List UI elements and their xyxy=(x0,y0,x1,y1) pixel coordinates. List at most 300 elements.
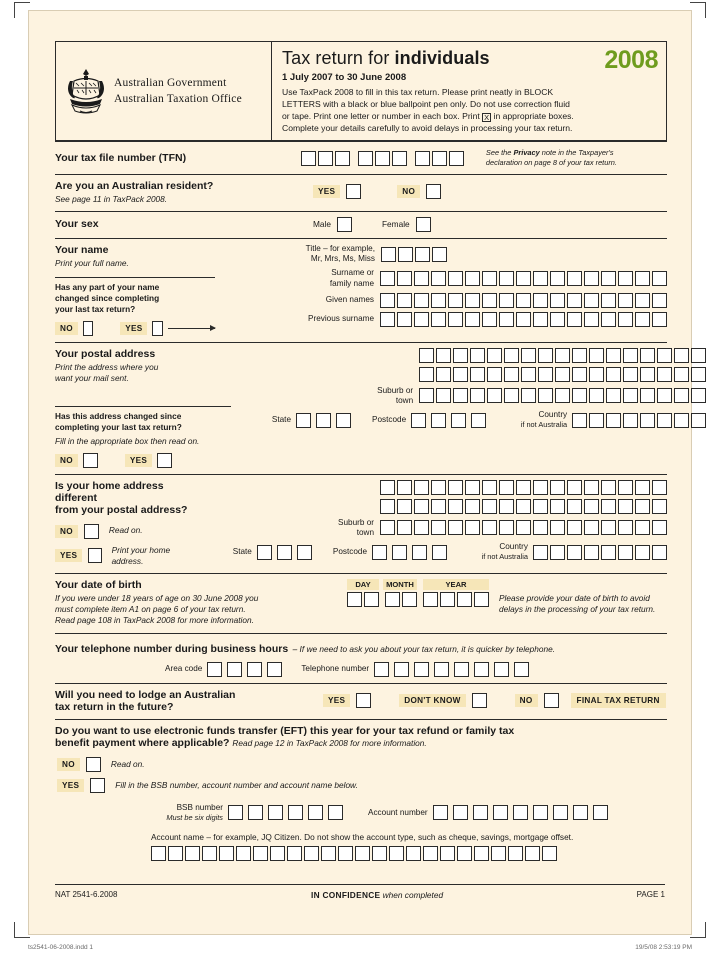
account-name-box[interactable] xyxy=(440,846,455,861)
tfn-input-boxes[interactable] xyxy=(301,151,464,166)
home-suburb-box[interactable] xyxy=(465,520,480,535)
given-box[interactable] xyxy=(601,293,616,308)
account-number-box[interactable] xyxy=(553,805,568,820)
account-name-box[interactable] xyxy=(219,846,234,861)
postal-suburb-box[interactable] xyxy=(606,388,621,403)
previous-surname-input-boxes[interactable] xyxy=(380,312,667,327)
surname-box[interactable] xyxy=(618,271,633,286)
given-box[interactable] xyxy=(652,293,667,308)
account-number-box[interactable] xyxy=(453,805,468,820)
home-line2-box[interactable] xyxy=(516,499,531,514)
previous-surname-box[interactable] xyxy=(465,312,480,327)
home-state-box[interactable] xyxy=(297,545,312,560)
title-box[interactable] xyxy=(432,247,447,262)
postal-suburb-box[interactable] xyxy=(419,388,434,403)
home-line1-boxes[interactable] xyxy=(192,480,667,495)
postal-line2-box[interactable] xyxy=(674,367,689,382)
home-line1-box[interactable] xyxy=(499,480,514,495)
given-box[interactable] xyxy=(448,293,463,308)
postal-suburb-box[interactable] xyxy=(504,388,519,403)
home-line2-box[interactable] xyxy=(533,499,548,514)
home-state-box[interactable] xyxy=(257,545,272,560)
given-box[interactable] xyxy=(533,293,548,308)
home-line2-box[interactable] xyxy=(414,499,429,514)
home-line2-box[interactable] xyxy=(584,499,599,514)
postal-line1-box[interactable] xyxy=(453,348,468,363)
home-suburb-box[interactable] xyxy=(448,520,463,535)
postal-suburb-box[interactable] xyxy=(691,388,706,403)
given-box[interactable] xyxy=(482,293,497,308)
home-suburb-boxes[interactable] xyxy=(380,520,667,535)
postal-postcode-box[interactable] xyxy=(471,413,486,428)
account-name-label: Account name – for example, JQ Citizen. Do not show the account type, such as cheque, savings, mortgage offset. xyxy=(151,831,574,842)
postal-line2-box[interactable] xyxy=(470,367,485,382)
postal-country-boxes[interactable] xyxy=(572,413,706,428)
postal-suburb-box[interactable] xyxy=(470,388,485,403)
postal-suburb-box[interactable] xyxy=(521,388,536,403)
given-box[interactable] xyxy=(584,293,599,308)
future-yes-checkbox[interactable] xyxy=(356,693,371,708)
home-suburb-box[interactable] xyxy=(550,520,565,535)
home-no-checkbox[interactable] xyxy=(84,524,99,539)
given-box[interactable] xyxy=(397,293,412,308)
account-number-box[interactable] xyxy=(513,805,528,820)
account-name-box[interactable] xyxy=(304,846,319,861)
given-box[interactable] xyxy=(516,293,531,308)
postal-change-yes-checkbox[interactable] xyxy=(157,453,172,468)
account-number-box[interactable] xyxy=(433,805,448,820)
home-suburb-box[interactable] xyxy=(601,520,616,535)
given-box[interactable] xyxy=(380,293,395,308)
previous-surname-box[interactable] xyxy=(482,312,497,327)
tfn-box[interactable] xyxy=(301,151,316,166)
given-box[interactable] xyxy=(567,293,582,308)
home-line1-box[interactable] xyxy=(567,480,582,495)
postal-country-box[interactable] xyxy=(691,413,706,428)
postal-line1-box[interactable] xyxy=(555,348,570,363)
surname-box[interactable] xyxy=(431,271,446,286)
home-line1-box[interactable] xyxy=(465,480,480,495)
postal-line1-box[interactable] xyxy=(538,348,553,363)
account-name-box[interactable] xyxy=(236,846,251,861)
home-line1-box[interactable] xyxy=(397,480,412,495)
account-name-box[interactable] xyxy=(151,846,166,861)
account-name-box[interactable] xyxy=(457,846,472,861)
account-name-box[interactable] xyxy=(474,846,489,861)
postal-country-box[interactable] xyxy=(674,413,689,428)
home-country-box[interactable] xyxy=(618,545,633,560)
name-change-no-checkbox[interactable] xyxy=(83,321,93,336)
postal-line2-box[interactable] xyxy=(504,367,519,382)
surname-box[interactable] xyxy=(567,271,582,286)
account-name-box[interactable] xyxy=(389,846,404,861)
previous-surname-box[interactable] xyxy=(448,312,463,327)
home-suburb-box[interactable] xyxy=(414,520,429,535)
postal-suburb-box[interactable] xyxy=(623,388,638,403)
telephone-heading xyxy=(55,639,667,657)
home-line2-box[interactable] xyxy=(550,499,565,514)
home-line1-box[interactable] xyxy=(652,480,667,495)
home-yes-checkbox[interactable] xyxy=(88,548,101,563)
future-dont-know-checkbox[interactable] xyxy=(472,693,487,708)
dob-note-l1: If you were under 18 years of age on 30 June 2008 you xyxy=(55,592,259,603)
area-code-box[interactable] xyxy=(227,662,242,677)
area-code-box[interactable] xyxy=(267,662,282,677)
home-postcode-box[interactable] xyxy=(392,545,407,560)
tfn-box[interactable] xyxy=(335,151,350,166)
postal-state-label: State xyxy=(271,414,291,424)
home-no-label: NO xyxy=(55,525,78,538)
home-state-box[interactable] xyxy=(277,545,292,560)
surname-box[interactable] xyxy=(397,271,412,286)
postal-line2-box[interactable] xyxy=(572,367,587,382)
given-box[interactable] xyxy=(465,293,480,308)
tfn-box[interactable] xyxy=(358,151,373,166)
eft-label-l2: benefit payment where applicable? xyxy=(55,736,230,749)
account-name-box[interactable] xyxy=(168,846,183,861)
home-country-l2: if not Australia xyxy=(481,552,528,562)
previous-surname-box[interactable] xyxy=(635,312,650,327)
home-line2-box[interactable] xyxy=(482,499,497,514)
home-postcode-box[interactable] xyxy=(432,545,447,560)
postal-country-box[interactable] xyxy=(572,413,587,428)
previous-surname-box[interactable] xyxy=(516,312,531,327)
home-suburb-box[interactable] xyxy=(635,520,650,535)
postal-line1-box[interactable] xyxy=(623,348,638,363)
home-suburb-box[interactable] xyxy=(584,520,599,535)
postal-suburb-box[interactable] xyxy=(453,388,468,403)
postal-line1-box[interactable] xyxy=(674,348,689,363)
account-name-box[interactable] xyxy=(202,846,217,861)
name-change-yes-checkbox[interactable] xyxy=(152,321,162,336)
postal-country-box[interactable] xyxy=(640,413,655,428)
sex-label: Your sex xyxy=(55,218,99,231)
postal-line2-box[interactable] xyxy=(640,367,655,382)
postal-suburb-box[interactable] xyxy=(555,388,570,403)
surname-box[interactable] xyxy=(533,271,548,286)
account-name-box[interactable] xyxy=(542,846,557,861)
account-name-box[interactable] xyxy=(491,846,506,861)
dob-input-boxes[interactable] xyxy=(347,592,499,607)
telephone-box[interactable] xyxy=(394,662,409,677)
home-line1-box[interactable] xyxy=(414,480,429,495)
surname-box[interactable] xyxy=(380,271,395,286)
postal-state-box[interactable] xyxy=(336,413,351,428)
postal-suburb-box[interactable] xyxy=(572,388,587,403)
dob-day-box[interactable] xyxy=(364,592,379,607)
residency-yes-checkbox[interactable] xyxy=(346,184,361,199)
home-line2-box[interactable] xyxy=(567,499,582,514)
home-country-box[interactable] xyxy=(550,545,565,560)
postal-line2-boxes[interactable] xyxy=(231,367,706,382)
home-country-box[interactable] xyxy=(533,545,548,560)
home-country-boxes[interactable] xyxy=(533,545,667,560)
home-line2-box[interactable] xyxy=(601,499,616,514)
postal-country-box[interactable] xyxy=(623,413,638,428)
account-number-box[interactable] xyxy=(493,805,508,820)
telephone-box[interactable] xyxy=(454,662,469,677)
postal-state-box[interactable] xyxy=(296,413,311,428)
postal-line2-box[interactable] xyxy=(589,367,604,382)
tfn-box[interactable] xyxy=(432,151,447,166)
home-line1-box[interactable] xyxy=(482,480,497,495)
residency-no-checkbox[interactable] xyxy=(426,184,441,199)
postal-line1-box[interactable] xyxy=(436,348,451,363)
home-country-box[interactable] xyxy=(567,545,582,560)
postal-country-label xyxy=(509,410,567,430)
postal-line1-box[interactable] xyxy=(657,348,672,363)
surname-box[interactable] xyxy=(448,271,463,286)
previous-surname-box[interactable] xyxy=(431,312,446,327)
home-suburb-box[interactable] xyxy=(397,520,412,535)
bsb-box[interactable] xyxy=(248,805,263,820)
surname-box[interactable] xyxy=(550,271,565,286)
instruction-line-4: Complete your details carefully to avoid delays in processing your tax return. xyxy=(282,122,573,133)
account-name-box[interactable] xyxy=(338,846,353,861)
postal-postcode-box[interactable] xyxy=(411,413,426,428)
future-no-checkbox[interactable] xyxy=(544,693,559,708)
previous-surname-box[interactable] xyxy=(567,312,582,327)
home-country-box[interactable] xyxy=(601,545,616,560)
postal-line2-box[interactable] xyxy=(657,367,672,382)
previous-surname-box[interactable] xyxy=(397,312,412,327)
tfn-box[interactable] xyxy=(318,151,333,166)
home-line2-box[interactable] xyxy=(465,499,480,514)
telephone-box[interactable] xyxy=(494,662,509,677)
given-box[interactable] xyxy=(414,293,429,308)
postal-line2-box[interactable] xyxy=(555,367,570,382)
home-suburb-box[interactable] xyxy=(618,520,633,535)
sex-male-checkbox[interactable] xyxy=(337,217,352,232)
postal-line1-box[interactable] xyxy=(589,348,604,363)
tfn-box[interactable] xyxy=(449,151,464,166)
postal-postcode-box[interactable] xyxy=(431,413,446,428)
account-number-box[interactable] xyxy=(473,805,488,820)
home-line2-box[interactable] xyxy=(431,499,446,514)
account-name-box[interactable] xyxy=(185,846,200,861)
dob-year-box[interactable] xyxy=(423,592,438,607)
home-line1-box[interactable] xyxy=(516,480,531,495)
postal-line2-box[interactable] xyxy=(606,367,621,382)
postal-line2-box[interactable] xyxy=(521,367,536,382)
postal-line2-box[interactable] xyxy=(487,367,502,382)
home-line1-box[interactable] xyxy=(618,480,633,495)
home-postcode-box[interactable] xyxy=(372,545,387,560)
account-name-box[interactable] xyxy=(508,846,523,861)
home-line2-box[interactable] xyxy=(448,499,463,514)
postal-suburb-box[interactable] xyxy=(674,388,689,403)
account-number-box[interactable] xyxy=(573,805,588,820)
postal-line2-box[interactable] xyxy=(691,367,706,382)
surname-box[interactable] xyxy=(516,271,531,286)
home-line1-box[interactable] xyxy=(584,480,599,495)
title-box[interactable] xyxy=(381,247,396,262)
sex-female-checkbox[interactable] xyxy=(416,217,431,232)
home-postcode-box[interactable] xyxy=(412,545,427,560)
postal-line1-box[interactable] xyxy=(606,348,621,363)
postal-change-no-checkbox[interactable] xyxy=(83,453,98,468)
postal-line2-box[interactable] xyxy=(623,367,638,382)
postal-country-box[interactable] xyxy=(606,413,621,428)
postal-line1-box[interactable] xyxy=(691,348,706,363)
home-line2-box[interactable] xyxy=(635,499,650,514)
surname-box[interactable] xyxy=(652,271,667,286)
bsb-box[interactable] xyxy=(308,805,323,820)
bsb-box[interactable] xyxy=(328,805,343,820)
area-code-box[interactable] xyxy=(207,662,222,677)
account-name-box[interactable] xyxy=(406,846,421,861)
home-suburb-box[interactable] xyxy=(482,520,497,535)
postal-suburb-box[interactable] xyxy=(640,388,655,403)
postal-postcode-box[interactable] xyxy=(451,413,466,428)
title-box[interactable] xyxy=(398,247,413,262)
eft-no-checkbox[interactable] xyxy=(86,757,101,772)
title-box[interactable] xyxy=(415,247,430,262)
home-line2-box[interactable] xyxy=(397,499,412,514)
postal-line1-box[interactable] xyxy=(572,348,587,363)
home-line1-box[interactable] xyxy=(448,480,463,495)
postal-line1-box[interactable] xyxy=(470,348,485,363)
surname-box[interactable] xyxy=(482,271,497,286)
home-line2-box[interactable] xyxy=(652,499,667,514)
account-name-box[interactable] xyxy=(270,846,285,861)
telephone-box[interactable] xyxy=(434,662,449,677)
previous-surname-box[interactable] xyxy=(533,312,548,327)
home-suburb-box[interactable] xyxy=(567,520,582,535)
given-box[interactable] xyxy=(618,293,633,308)
home-line1-box[interactable] xyxy=(601,480,616,495)
given-box[interactable] xyxy=(499,293,514,308)
postal-line2-box[interactable] xyxy=(453,367,468,382)
postal-suburb-boxes[interactable] xyxy=(419,388,706,403)
telephone-box[interactable] xyxy=(414,662,429,677)
title-input-boxes[interactable] xyxy=(381,247,667,262)
home-country-box[interactable] xyxy=(652,545,667,560)
postal-state-box[interactable] xyxy=(316,413,331,428)
dob-year-box[interactable] xyxy=(457,592,472,607)
account-name-boxes[interactable] xyxy=(55,846,667,861)
previous-surname-box[interactable] xyxy=(652,312,667,327)
home-line2-boxes[interactable] xyxy=(192,499,667,514)
dob-year-box[interactable] xyxy=(440,592,455,607)
given-box[interactable] xyxy=(635,293,650,308)
surname-box[interactable] xyxy=(465,271,480,286)
previous-surname-box[interactable] xyxy=(601,312,616,327)
bsb-label-l1: BSB number xyxy=(176,802,223,812)
surname-input-boxes[interactable] xyxy=(380,271,667,286)
home-line1-box[interactable] xyxy=(533,480,548,495)
account-number-box[interactable] xyxy=(533,805,548,820)
postal-line1-box[interactable] xyxy=(487,348,502,363)
home-country-box[interactable] xyxy=(635,545,650,560)
telephone-box[interactable] xyxy=(474,662,489,677)
home-line2-box[interactable] xyxy=(499,499,514,514)
surname-box[interactable] xyxy=(601,271,616,286)
bsb-box[interactable] xyxy=(268,805,283,820)
given-box[interactable] xyxy=(550,293,565,308)
home-suburb-box[interactable] xyxy=(380,520,395,535)
surname-box[interactable] xyxy=(414,271,429,286)
home-line1-box[interactable] xyxy=(635,480,650,495)
account-name-box[interactable] xyxy=(355,846,370,861)
account-name-box[interactable] xyxy=(372,846,387,861)
postal-suburb-box[interactable] xyxy=(487,388,502,403)
postal-line1-box[interactable] xyxy=(640,348,655,363)
tfn-box[interactable] xyxy=(415,151,430,166)
dob-day-box[interactable] xyxy=(347,592,362,607)
home-suburb-box[interactable] xyxy=(499,520,514,535)
home-line2-box[interactable] xyxy=(380,499,395,514)
postal-line2-box[interactable] xyxy=(436,367,451,382)
postal-suburb-box[interactable] xyxy=(538,388,553,403)
surname-box[interactable] xyxy=(499,271,514,286)
tfn-box[interactable] xyxy=(392,151,407,166)
postal-suburb-box[interactable] xyxy=(657,388,672,403)
home-line2-box[interactable] xyxy=(618,499,633,514)
dob-month-box[interactable] xyxy=(402,592,417,607)
postal-line2-box[interactable] xyxy=(419,367,434,382)
postal-line1-boxes[interactable] xyxy=(231,348,706,363)
given-box[interactable] xyxy=(431,293,446,308)
home-suburb-box[interactable] xyxy=(431,520,446,535)
account-name-box[interactable] xyxy=(321,846,336,861)
previous-surname-box[interactable] xyxy=(380,312,395,327)
account-name-box[interactable] xyxy=(253,846,268,861)
home-yes-label: YES xyxy=(55,549,82,562)
future-dont-know-label: DON'T KNOW xyxy=(399,694,465,707)
given-names-input-boxes[interactable] xyxy=(380,293,667,308)
postal-suburb-box[interactable] xyxy=(436,388,451,403)
postal-suburb-box[interactable] xyxy=(589,388,604,403)
telephone-box[interactable] xyxy=(514,662,529,677)
surname-box[interactable] xyxy=(635,271,650,286)
previous-surname-box[interactable] xyxy=(414,312,429,327)
area-code-box[interactable] xyxy=(247,662,262,677)
postal-country-box[interactable] xyxy=(589,413,604,428)
tfn-box[interactable] xyxy=(375,151,390,166)
postal-line1-box[interactable] xyxy=(521,348,536,363)
previous-surname-box[interactable] xyxy=(584,312,599,327)
home-line1-box[interactable] xyxy=(431,480,446,495)
account-name-box[interactable] xyxy=(287,846,302,861)
postal-line1-box[interactable] xyxy=(504,348,519,363)
account-name-box[interactable] xyxy=(423,846,438,861)
previous-surname-box[interactable] xyxy=(618,312,633,327)
home-label xyxy=(55,480,192,516)
account-number-box[interactable] xyxy=(593,805,608,820)
dob-year-box[interactable] xyxy=(474,592,489,607)
previous-surname-box[interactable] xyxy=(499,312,514,327)
eft-yes-checkbox[interactable] xyxy=(90,778,105,793)
home-suburb-box[interactable] xyxy=(516,520,531,535)
home-line1-box[interactable] xyxy=(380,480,395,495)
home-line1-box[interactable] xyxy=(550,480,565,495)
telephone-box[interactable] xyxy=(374,662,389,677)
bsb-box[interactable] xyxy=(228,805,243,820)
home-suburb-box[interactable] xyxy=(533,520,548,535)
home-country-box[interactable] xyxy=(584,545,599,560)
home-suburb-l1: Suburb or xyxy=(338,517,374,527)
home-suburb-box[interactable] xyxy=(652,520,667,535)
dob-month-box[interactable] xyxy=(385,592,400,607)
postal-country-box[interactable] xyxy=(657,413,672,428)
surname-box[interactable] xyxy=(584,271,599,286)
postal-line1-box[interactable] xyxy=(419,348,434,363)
bsb-box[interactable] xyxy=(288,805,303,820)
postal-line2-box[interactable] xyxy=(538,367,553,382)
previous-surname-box[interactable] xyxy=(550,312,565,327)
account-name-box[interactable] xyxy=(525,846,540,861)
